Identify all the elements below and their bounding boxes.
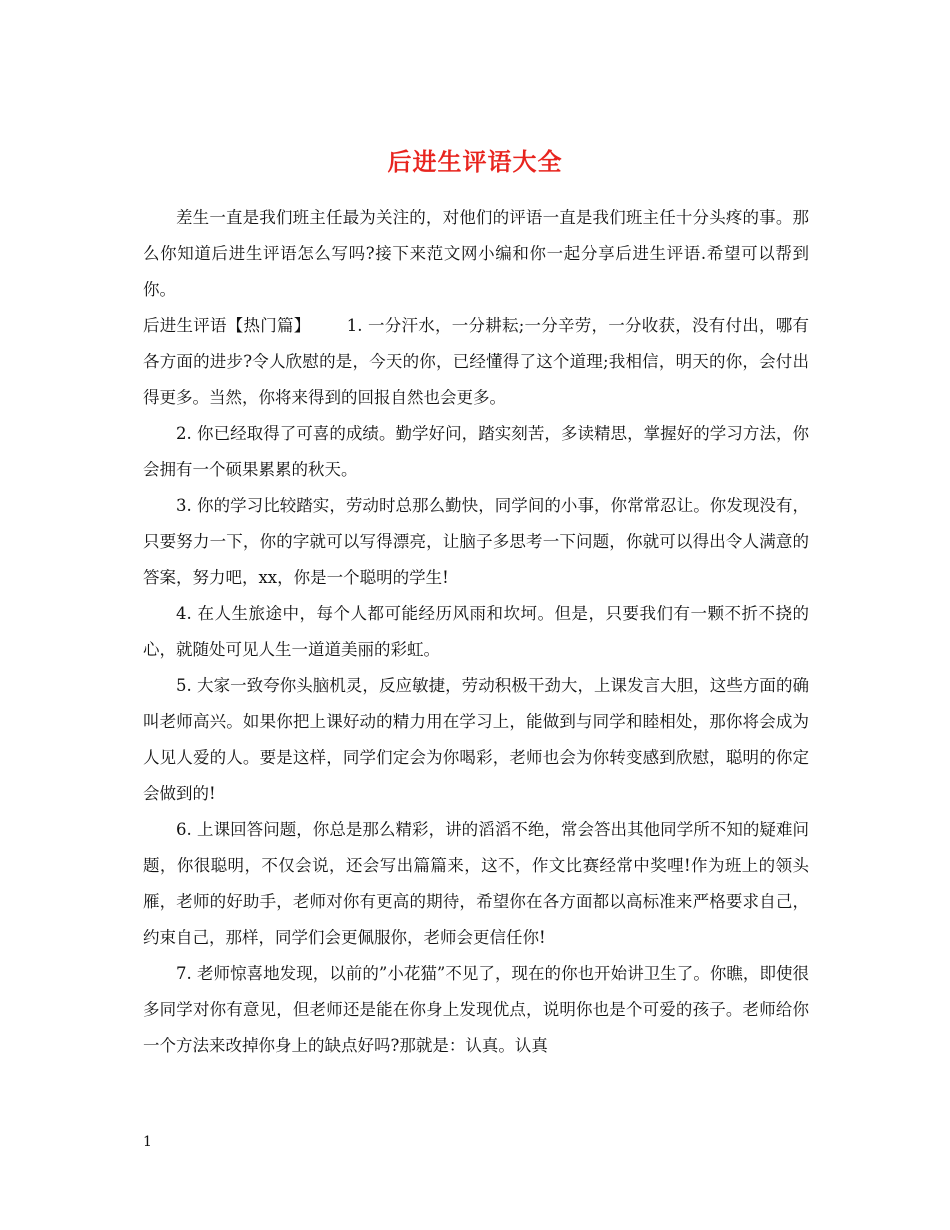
page-title: 后进生评语大全 [387, 148, 563, 177]
first-item-paragraph [143, 308, 809, 416]
intro-paragraph: 差生一直是我们班主任最为关注的，对他们的评语一直是我们班主任十分头疼的事。那么你知道后进生评语怎么写吗?接下来范文网小编和你一起分享后进生评语.希望可以帮到你。 [143, 208, 809, 299]
comment-item-1: 1. 一分汗水，一分耕耘;一分辛劳，一分收获，没有付出，哪有各方面的进步?令人欣慰的是，今天的你，已经懂得了这个道理;我相信，明天的你，会付出得更多。当然，你将来得到的回报自然也会更多。 [143, 316, 810, 407]
section-heading: 后进生评语【热门篇】 [143, 316, 311, 335]
comment-item-6: 6. 上课回答问题，你总是那么精彩，讲的滔滔不绝，常会答出其他同学所不知的疑难问题，你很聪明，不仅会说，还会写出篇篇来，这不，作文比赛经常中奖哩!作为班上的领头雁，老师的好助手，老师对你有更高的期待，希望你在各方面都以高标准来严格要求自己，约束自己，那样，同学们会更佩服你，老师会更信任你! [143, 820, 809, 947]
page-number: 1 [143, 1134, 152, 1150]
document-body [143, 200, 809, 1064]
comment-item-3: 3. 你的学习比较踏实，劳动时总那么勤快，同学间的小事，你常常忍让。你发现没有，只要努力一下，你的字就可以写得漂亮，让脑子多思考一下问题，你就可以得出令人满意的答案，努力吧，xx，你是一个聪明的学生! [143, 496, 809, 587]
comment-item-2: 2. 你已经取得了可喜的成绩。勤学好问，踏实刻苦，多读精思，掌握好的学习方法，你会拥有一个硕果累累的秋天。 [143, 424, 809, 479]
comment-item-5: 5. 大家一致夸你头脑机灵，反应敏捷，劳动积极干劲大，上课发言大胆，这些方面的确叫老师高兴。如果你把上课好动的精力用在学习上，能做到与同学和睦相处，那你将会成为人见人爱的人。要是这样，同学们定会为你喝彩，老师也会为你转变感到欣慰，聪明的你定会做到的! [143, 676, 809, 803]
comment-item-4: 4. 在人生旅途中，每个人都可能经历风雨和坎坷。但是，只要我们有一颗不折不挠的心，就随处可见人生一道道美丽的彩虹。 [143, 604, 809, 659]
comment-item-7: 7. 老师惊喜地发现，以前的”小花猫”不见了，现在的你也开始讲卫生了。你瞧，即使很多同学对你有意见，但老师还是能在你身上发现优点，说明你也是个可爱的孩子。老师给你一个方法来改掉你身上的缺点好吗?那就是：认真。认真 [143, 964, 809, 1055]
